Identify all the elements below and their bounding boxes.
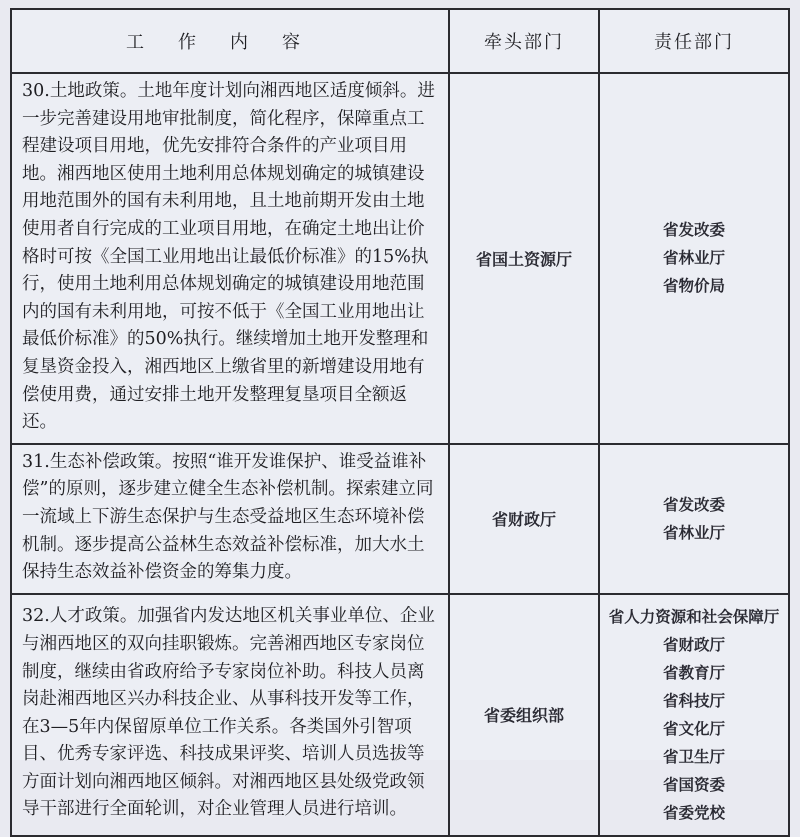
row-lead-department: 省财政厅	[449, 444, 599, 594]
responsible-department: 省林业厅	[662, 248, 725, 268]
table-row	[11, 594, 789, 836]
table-row	[11, 444, 789, 594]
header-lead-department: 牵头部门	[449, 9, 599, 73]
row-lead-department: 省委组织部	[449, 594, 599, 836]
responsible-department: 省人力资源和社会保障厅	[608, 606, 780, 626]
header-responsible-department: 责任部门	[599, 9, 789, 73]
document-page	[10, 8, 788, 822]
row-lead-department: 省国土资源厅	[449, 73, 599, 444]
responsible-department: 省财政厅	[662, 634, 725, 654]
responsible-department: 省教育厅	[662, 662, 725, 682]
row-content-land-policy: 30.土地政策。土地年度计划向湘西地区适度倾斜。进一步完善建设用地审批制度，简化程序，保障重点工程建设项目用地，优先安排符合条件的产业项目用地。湘西地区使用土地利用总体规划确定的城镇建设用地范围外的国有未利用地，且土地前期开发由土地使用者自行完成的工业项目用地，在确定土地出让价格时可按《全国工业用地出让最低价标准》的15%执行，使用土地利用总体规划确定的城镇建设用地范围内的国有未利用地，可按不低于《全国工业用地出让最低价标准》的50%执行。继续增加土地开发整理和复垦资金投入，湘西地区上缴省里的新增建设用地有偿使用费，通过安排土地开发整理复垦项目全额返还。	[11, 73, 449, 444]
row-content-talent-policy: 32.人才政策。加强省内发达地区机关事业单位、企业与湘西地区的双向挂职锻炼。完善湘西地区专家岗位制度，继续由省政府给予专家岗位补助。科技人员离岗赴湘西地区兴办科技企业、从事科技开发等工作，在3—5年内保留原单位工作关系。各类国外引智项目、优秀专家评选、科技成果评奖、培训人员选拔等方面计划向湘西地区倾斜。对湘西地区县处级党政领导干部进行全面轮训，对企业管理人员进行培训。	[11, 594, 449, 836]
responsible-department: 省物价局	[662, 276, 725, 296]
responsible-department: 省科技厅	[662, 690, 725, 710]
responsible-department: 省发改委	[662, 220, 725, 240]
table-row	[11, 73, 789, 444]
table-header-row	[11, 9, 789, 73]
policy-table	[10, 8, 790, 837]
row-responsible-departments	[599, 444, 789, 594]
responsible-department: 省国资委	[662, 774, 725, 794]
row-responsible-departments	[599, 594, 789, 836]
responsible-department: 省卫生厅	[662, 746, 725, 766]
row-content-eco-compensation: 31.生态补偿政策。按照“谁开发谁保护、谁受益谁补偿”的原则，逐步建立健全生态补偿机制。探索建立同一流域上下游生态保护与生态受益地区生态环境补偿机制。逐步提高公益林生态效益补偿标准，加大水土保持生态效益补偿资金的筹集力度。	[11, 444, 449, 594]
responsible-department: 省委党校	[662, 802, 725, 822]
header-content: 工作内容	[11, 9, 449, 73]
responsible-department: 省文化厅	[662, 718, 725, 738]
responsible-department: 省发改委	[662, 494, 725, 514]
row-responsible-departments	[599, 73, 789, 444]
responsible-department: 省林业厅	[662, 522, 725, 542]
